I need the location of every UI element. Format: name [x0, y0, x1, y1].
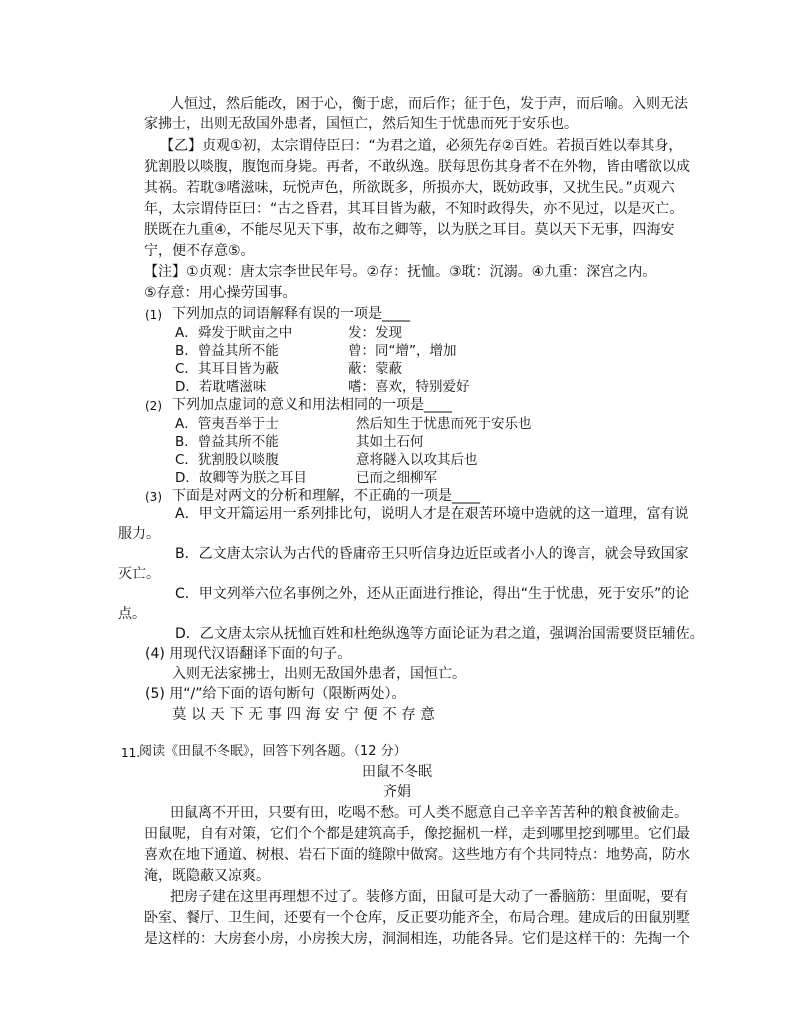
essay-p1-line-1: 田鼠离不开田，只要有田，吃喝不愁。可人类不愿意自己辛辛苦苦种的粮食被偷走。: [170, 805, 688, 821]
essay-author: 齐娟: [383, 784, 411, 800]
q1-option-b: B．曾益其所不能: [175, 343, 279, 359]
q3-option-c: C．甲文列举六位名事例之外，还从正面进行推论，得出“生于忧患，死于安乐”的论: [175, 586, 690, 602]
q3-option-b-cont: 灭亡。: [118, 566, 160, 582]
q1-option-b-gloss: 曾：同“增”，增加: [348, 343, 457, 359]
essay-p2-line-1: 把房子建在这里再理想不过了。装修方面，田鼠可是大动了一番脑筋：里面呢，要有: [170, 889, 688, 905]
essay-p1-line-4: 淹，既隐蔽又凉爽。: [144, 868, 270, 884]
q4-sentence: 入则无法家拂士，出则无敌国外患者，国恒亡。: [172, 666, 466, 682]
q3-option-d: D．乙文唐太宗从抚恤百姓和杜绝纵逸等方面论证为君之道，强调治国需要贤臣辅佐。: [175, 626, 704, 642]
passage-b-line-3: 其祸。若耽③嗜滋味，玩悦声色，所欲既多，所损亦大，既妨政事，又扰生民。”贞观六: [144, 180, 675, 196]
passage-b-line-1: 【乙】贞观①初，太宗谓侍臣曰：“为君之道，必须先存②百姓。若损百姓以奉其身，: [160, 138, 683, 154]
passage-b-line-5: 朕既在九重④，不能尽见天下事，故布之卿等，以为朕之耳目。莫以天下无事，四海安: [144, 222, 675, 238]
q5-sentence: 莫 以 天 下 无 事 四 海 安 宁 便 不 存 意: [172, 707, 435, 723]
q1-option-a-gloss: 发：发现: [348, 325, 402, 341]
essay-p2-line-3: 是这样的：大房套小房，小房挨大房，洞洞相连，功能各异。它们是这样干的：先掏一个: [144, 931, 690, 947]
q1-stem: 下列加点的词语解释有误的一项是____: [172, 306, 410, 322]
q1-option-a: A．舜发于畎亩之中: [175, 325, 293, 341]
q3-stem: 下面是对两文的分析和理解，不正确的一项是____: [172, 488, 480, 504]
q2-option-c-gloss: 意将隧入以攻其后也: [356, 452, 478, 468]
q3-option-a-cont: 服力。: [118, 526, 160, 542]
q2-option-b: B．曾益其所不能: [175, 434, 279, 450]
q2-option-b-gloss: 其如土石何: [356, 434, 424, 450]
q5-label: (5) 用“/”给下面的语句断句（限断两处）。: [145, 686, 406, 702]
q1-option-d: D．若耽嗜滋味: [175, 379, 267, 395]
q11-number: 11.: [121, 746, 141, 760]
q1-option-c-gloss: 蔽：蒙蔽: [348, 361, 402, 377]
q2-option-c: C．犹割股以啖腹: [175, 452, 279, 468]
note-line-1: 【注】①贞观：唐太宗李世民年号。②存：抚恤。③耽：沉溺。④九重：深宫之内。: [144, 264, 657, 280]
q3-option-c-cont: 点。: [118, 606, 146, 622]
passage-b-line-2: 犹割股以啖腹，腹饱而身毙。再者，不敢纵逸。朕每思伤其身者不在外物，皆由嗜欲以成: [144, 159, 690, 175]
q2-option-a: A．管夷吾举于士: [175, 416, 279, 432]
q2-option-d-gloss: 已而之细柳军: [356, 470, 437, 486]
q3-number: (3): [145, 490, 162, 504]
passage-a-line-2: 家拂士，出则无敌国外患者，国恒亡，然后知生于忧患而死于安乐也。: [144, 116, 578, 132]
q2-number: (2): [145, 399, 162, 413]
passage-a-line-1: 人恒过，然后能改，困于心，衡于虑，而后作；征于色，发于声，而后喻。入则无法: [170, 96, 688, 112]
passage-b-line-4: 年，太宗谓侍臣曰：“古之昏君，其耳目皆为蔽，不知时政得失，亦不见过，以是灭亡。: [144, 201, 684, 217]
essay-title: 田鼠不冬眠: [362, 764, 432, 780]
note-line-2: ⑤存意：用心操劳国事。: [144, 285, 297, 301]
q3-option-b: B．乙文唐太宗认为古代的昏庸帝王只听信身边近臣或者小人的谗言，就会导致国家: [175, 546, 689, 562]
q2-option-a-gloss: 然后知生于忧患而死于安乐也: [356, 416, 532, 432]
q2-option-d: D．故卿等为朕之耳目: [175, 470, 307, 486]
q1-number: (1): [145, 308, 162, 322]
passage-b-line-6: 宁，便不存意⑤。: [144, 243, 255, 259]
essay-p1-line-3: 喜欢在地下通道、树根、岩石下面的缝隙中做窝。这些地方有个共同特点：地势高，防水: [144, 847, 690, 863]
q4-label: (4) 用现代汉语翻译下面的句子。: [145, 646, 352, 662]
q1-option-d-gloss: 嗜：喜欢，特别爱好: [348, 379, 470, 395]
q11-stem: 阅读《田鼠不冬眠》，回答下列各题。（12 分）: [139, 744, 407, 759]
q2-stem: 下列加点虚词的意义和用法相同的一项是____: [172, 397, 452, 413]
q1-option-c: C．其耳目皆为蔽: [175, 361, 279, 377]
essay-p2-line-2: 卧室、餐厅、卫生间，还要有一个仓库，反正要功能齐全，布局合理。建成后的田鼠别墅: [144, 910, 690, 926]
essay-p1-line-2: 田鼠呢，自有对策，它们个个都是建筑高手，像挖掘机一样，走到哪里挖到哪里。它们最: [144, 826, 690, 842]
q3-option-a: A．甲文开篇运用一系列排比句，说明人才是在艰苦环境中造就的这一道理，富有说: [175, 506, 689, 522]
